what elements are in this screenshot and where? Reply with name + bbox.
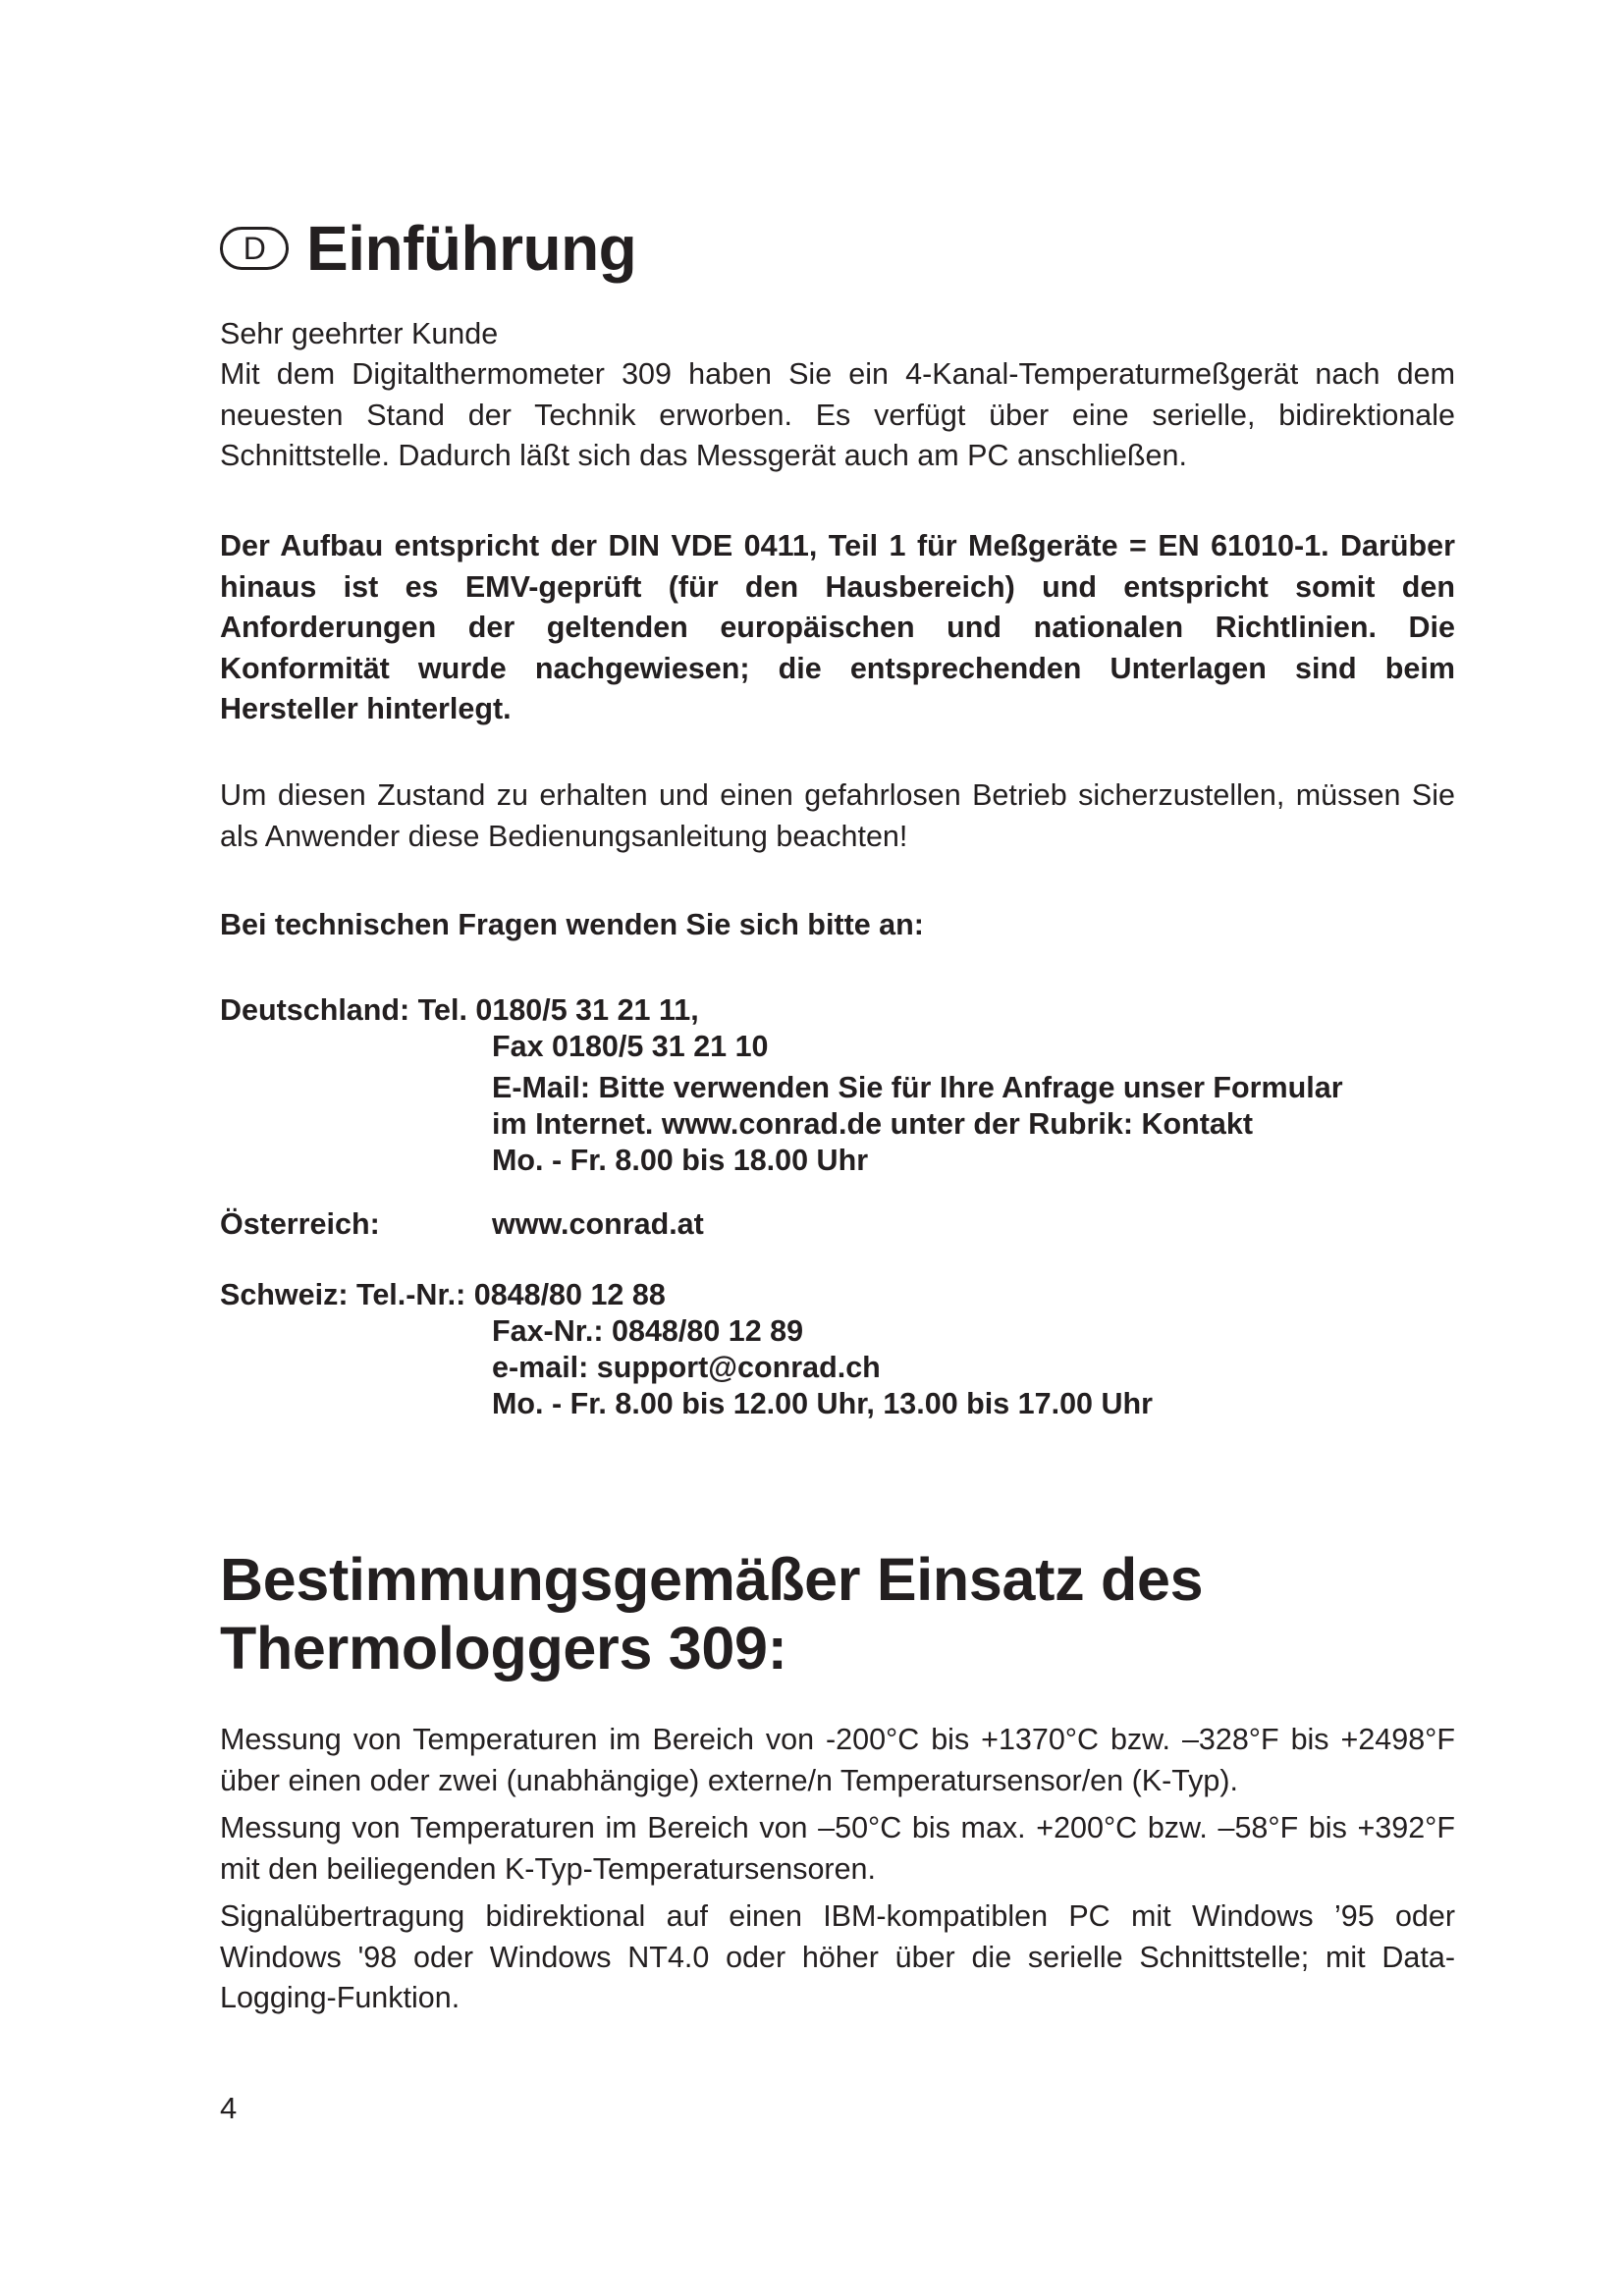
- page-title: Einführung: [306, 213, 637, 284]
- country-badge: D: [220, 227, 289, 270]
- notice-paragraph: Um diesen Zustand zu erhalten und einen gefahrlosen Betrieb sicherzustellen, müssen Sie als Anwender diese Bedienungsanleitung beachten!: [220, 778, 1455, 853]
- switzerland-email: e-mail: support@conrad.ch: [492, 1351, 881, 1384]
- document-page: [220, 0, 1455, 2296]
- conformity-paragraph: Der Aufbau entspricht der DIN VDE 0411, Teil 1 für Meßgeräte = EN 61010-1. Darüber hinaus ist es EMV-geprüft (für den Hausbereich) und entspricht somit den Anforderungen der geltenden europäischen und nationalen Richtlinien. Die Konformität wurde nachgewiesen; die entsprechenden Unterlagen sind beim Hersteller hinterlegt.: [220, 529, 1455, 725]
- switzerland-hours: Mo. - Fr. 8.00 bis 12.00 Uhr, 13.00 bis 17.00 Uhr: [492, 1387, 1154, 1420]
- germany-email-line-2: im Internet. www.conrad.de unter der Rubrik: Kontakt: [492, 1107, 1254, 1141]
- support-heading: Bei technischen Fragen wenden Sie sich bitte an:: [220, 908, 924, 941]
- germany-fax: Fax 0180/5 31 21 10: [492, 1030, 769, 1063]
- austria-web: www.conrad.at: [492, 1207, 704, 1241]
- page-heading: [220, 214, 636, 283]
- austria-label: Österreich:: [220, 1207, 380, 1241]
- intro-salutation: Sehr geehrter Kunde: [220, 317, 499, 350]
- usage-paragraph-3: Signalübertragung bidirektional auf einen IBM-kompatiblen PC mit Windows ’95 oder Windows '98 oder Windows NT4.0 oder höher über die serielle Schnittstelle; mit Data-Logging-Funktion.: [220, 1899, 1455, 2014]
- usage-paragraph-2: Messung von Temperaturen im Bereich von –50°C bis max. +200°C bzw. –58°F bis +392°F mit den beiliegenden K-Typ-Temperatursensoren.: [220, 1811, 1455, 1886]
- switzerland-phone: Schweiz: Tel.-Nr.: 0848/80 12 88: [220, 1278, 666, 1311]
- usage-paragraph-1: Messung von Temperaturen im Bereich von -200°C bis +1370°C bzw. –328°F bis +2498°F über einen oder zwei (unabhängige) externe/n Temperatursensor/en (K-Typ).: [220, 1723, 1455, 1797]
- section-heading-line-2: Thermologgers 309:: [220, 1615, 787, 1682]
- switzerland-fax: Fax-Nr.: 0848/80 12 89: [492, 1314, 804, 1348]
- germany-email-line-1: E-Mail: Bitte verwenden Sie für Ihre Anfrage unser Formular: [492, 1071, 1343, 1104]
- page-number: 4: [220, 2091, 238, 2125]
- germany-phone: Deutschland: Tel. 0180/5 31 21 11,: [220, 993, 699, 1027]
- germany-hours: Mo. - Fr. 8.00 bis 18.00 Uhr: [492, 1144, 869, 1177]
- intro-paragraph: Mit dem Digitalthermometer 309 haben Sie ein 4-Kanal-Temperaturmeßgerät nach dem neuesten Stand der Technik erworben. Es verfügt über eine serielle, bidirektionale Schnittstelle. Dadurch läßt sich das Messgerät auch am PC anschließen.: [220, 357, 1455, 472]
- section-heading-line-1: Bestimmungsgemäßer Einsatz des: [220, 1546, 1204, 1613]
- section-heading: [220, 1545, 1203, 1682]
